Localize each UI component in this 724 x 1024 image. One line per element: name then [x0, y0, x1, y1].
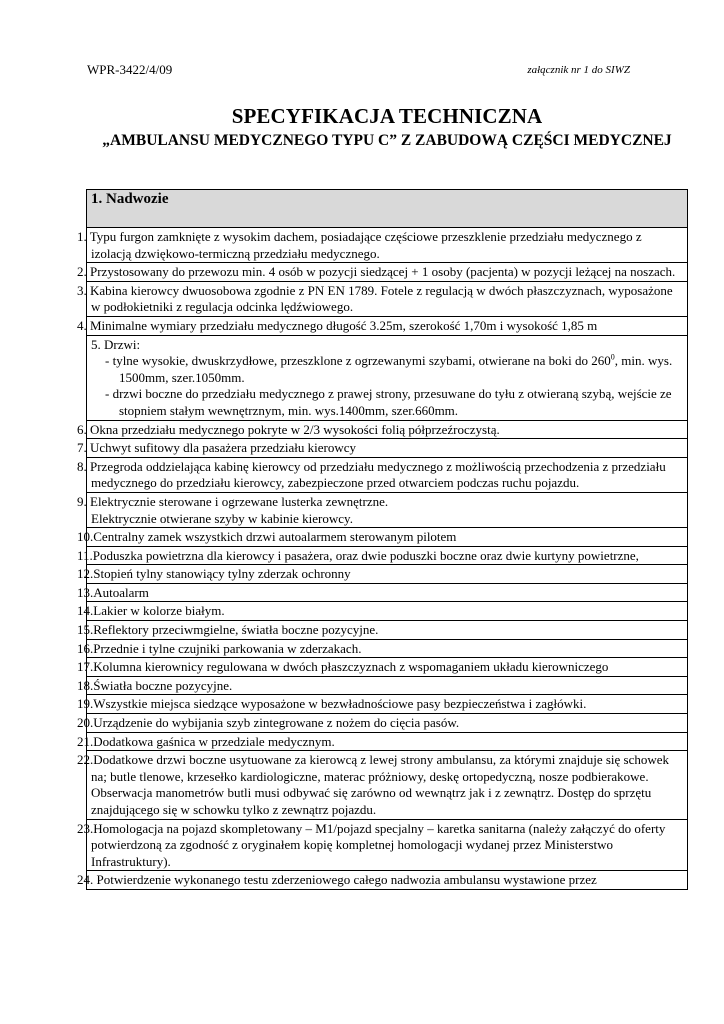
- table-row: [87, 281, 688, 316]
- spec-item-14: 14.Lakier w kolorze białym.: [87, 602, 688, 621]
- document-reference: WPR-3422/4/09: [87, 62, 173, 77]
- spec-item-4: 4. Minimalne wymiary przedziału medycznego długość 3.25m, szerokość 1,70m i wysokość 1,85 m: [87, 316, 688, 335]
- table-row: [87, 621, 688, 640]
- annex-label: załącznik nr 1 do SIWZ: [527, 64, 630, 76]
- document-title: SPECYFIKACJA TECHNICZNA: [231, 104, 543, 128]
- table-row: [87, 583, 688, 602]
- table-row: [87, 819, 688, 871]
- table-row: [87, 546, 688, 565]
- table-row: [87, 528, 688, 547]
- spec-item-20: 20.Urządzenie do wybijania szyb zintegrowane z nożem do cięcia pasów.: [87, 714, 688, 733]
- spec-item-9: [77, 492, 688, 527]
- section-heading: 1. Nadwozie: [87, 190, 688, 228]
- spec-item-5-side-doors: - drzwi boczne do przedziału medycznego z prawej strony, przesuwane do tyłu z otwieraną szybą, wejście ze stopniem stałym wewnętrznym, min. wys.1400mm, szer.660mm.: [105, 386, 672, 418]
- spec-item-21: 21.Dodatkowa gaśnica w przedziale medycznym.: [87, 732, 688, 751]
- spec-item-23: 23.Homologacja na pojazd skompletowany – M1/pojazd specjalny – karetka sanitarna (należy załączyć do oferty potwierdzoną za zgodność z oryginałem kopię kompletnej homologacji wydanej przez Ministerstwo Infrastruktury).: [87, 819, 688, 871]
- spec-item-6: 6. Okna przedziału medycznego pokryte w 2/3 wysokości folią półprzeźroczystą.: [87, 420, 688, 439]
- table-row: [87, 565, 688, 584]
- spec-item-17: 17.Kolumna kierownicy regulowana w dwóch płaszczyznach z wspomaganiem układu kierowniczego: [87, 658, 688, 677]
- spec-item-2: 2. Przystosowany do przewozu min. 4 osób w pozycji siedzącej + 1 osoby (pacjenta) w pozycji leżącej na noszach.: [87, 263, 688, 282]
- table-row: [87, 263, 688, 282]
- table-row: [87, 602, 688, 621]
- table-row: [87, 676, 688, 695]
- table-row: [87, 658, 688, 677]
- spec-item-19: 19.Wszystkie miejsca siedzące wyposażone w bezwładnościowe pasy bezpieczeństwa i zagłówki.: [87, 695, 688, 714]
- spec-item-12: 12.Stopień tylny stanowiący tylny zderzak ochronny: [87, 565, 688, 584]
- spec-item-1: 1. Typu furgon zamknięte z wysokim dachem, posiadające częściowe przeszklenie przedziału medycznego z izolacją dzwiękowo-termiczną przedziału medycznego.: [87, 228, 688, 263]
- rear-doors-dimensions: , min. wys. 1500mm, szer.1050mm.: [119, 353, 673, 385]
- spec-item-18: 18.Światła boczne pozycyjne.: [87, 676, 688, 695]
- table-row: [87, 420, 688, 439]
- spec-item-5: [87, 335, 688, 420]
- table-row: [87, 316, 688, 335]
- table-row: [87, 492, 688, 527]
- table-row: [87, 439, 688, 458]
- spec-item-9-mirrors: 9. Elektrycznie sterowane i ogrzewane lusterka zewnętrzne.: [77, 493, 389, 509]
- spec-item-11: 11.Poduszka powietrzna dla kierowcy i pasażera, oraz dwie poduszki boczne oraz dwie kurtyny powietrzne,: [87, 546, 688, 565]
- spec-item-7: 7. Uchwyt sufitowy dla pasażera przedziału kierowcy: [87, 439, 688, 458]
- table-row: [87, 457, 688, 492]
- table-row: [87, 871, 688, 890]
- table-row: [87, 751, 688, 819]
- degree-superscript: 0: [610, 352, 615, 362]
- table-row: [87, 335, 688, 420]
- rear-doors-text: - tylne wysokie, dwuskrzydłowe, przeszklone z ogrzewanymi szybami, otwierane na boki do 260: [105, 353, 611, 369]
- section-header-row: [87, 190, 688, 228]
- spec-item-9-windows: Elektrycznie otwierane szyby w kabinie kierowcy.: [91, 510, 353, 526]
- spec-item-24: 24. Potwierdzenie wykonanego testu zderzeniowego całego nadwozia ambulansu wystawione przez: [87, 871, 688, 890]
- spec-item-8: 8. Przegroda oddzielająca kabinę kierowcy od przedziału medycznego z możliwością przechodzenia z przedziału medycznego do przedziału kierowcy, zabezpieczone przed otwarciem podczas ruchu pojazdu.: [87, 457, 688, 492]
- table-row: [87, 695, 688, 714]
- spec-item-16: 16.Przednie i tylne czujniki parkowania w zderzakach.: [87, 639, 688, 658]
- spec-item-5-label: 5. Drzwi:: [91, 336, 141, 352]
- table-row: [87, 732, 688, 751]
- title-block: [87, 103, 687, 150]
- specification-table: [77, 189, 688, 890]
- table-row: [87, 639, 688, 658]
- spec-item-15: 15.Reflektory przeciwmgielne, światła boczne pozycyjne.: [87, 621, 688, 640]
- document-subtitle: „AMBULANSU MEDYCZNEGO TYPU C” Z ZABUDOWĄ CZĘŚCI MEDYCZNEJ: [102, 132, 672, 149]
- spec-item-10: 10.Centralny zamek wszystkich drzwi autoalarmem sterowanym pilotem: [87, 528, 688, 547]
- spec-item-13: 13.Autoalarm: [87, 583, 688, 602]
- table-row: [87, 714, 688, 733]
- spec-item-22: 22.Dodatkowe drzwi boczne usytuowane za kierowcą z lewej strony ambulansu, za którymi znajduje się schowek na; butle tlenowe, krzesełko kardiologiczne, materac próżniowy, deskę ortopedyczną, nosze podbierakowe. Obserwacja manometrów butli musi odbywać się zarówno od wewnątrz jak i z zewnątrz. Dostęp do sprzętu znajdującego się w schowku tylko z zewnątrz pojazdu.: [87, 751, 688, 819]
- spec-item-3: 3. Kabina kierowcy dwuosobowa zgodnie z PN EN 1789. Fotele z regulacją w dwóch płaszczyznach, wyposażone w podłokietniki z regulacja odcinka lędźwiowego.: [87, 281, 688, 316]
- table-row: [87, 228, 688, 263]
- spec-item-5-rear-doors: [91, 353, 684, 386]
